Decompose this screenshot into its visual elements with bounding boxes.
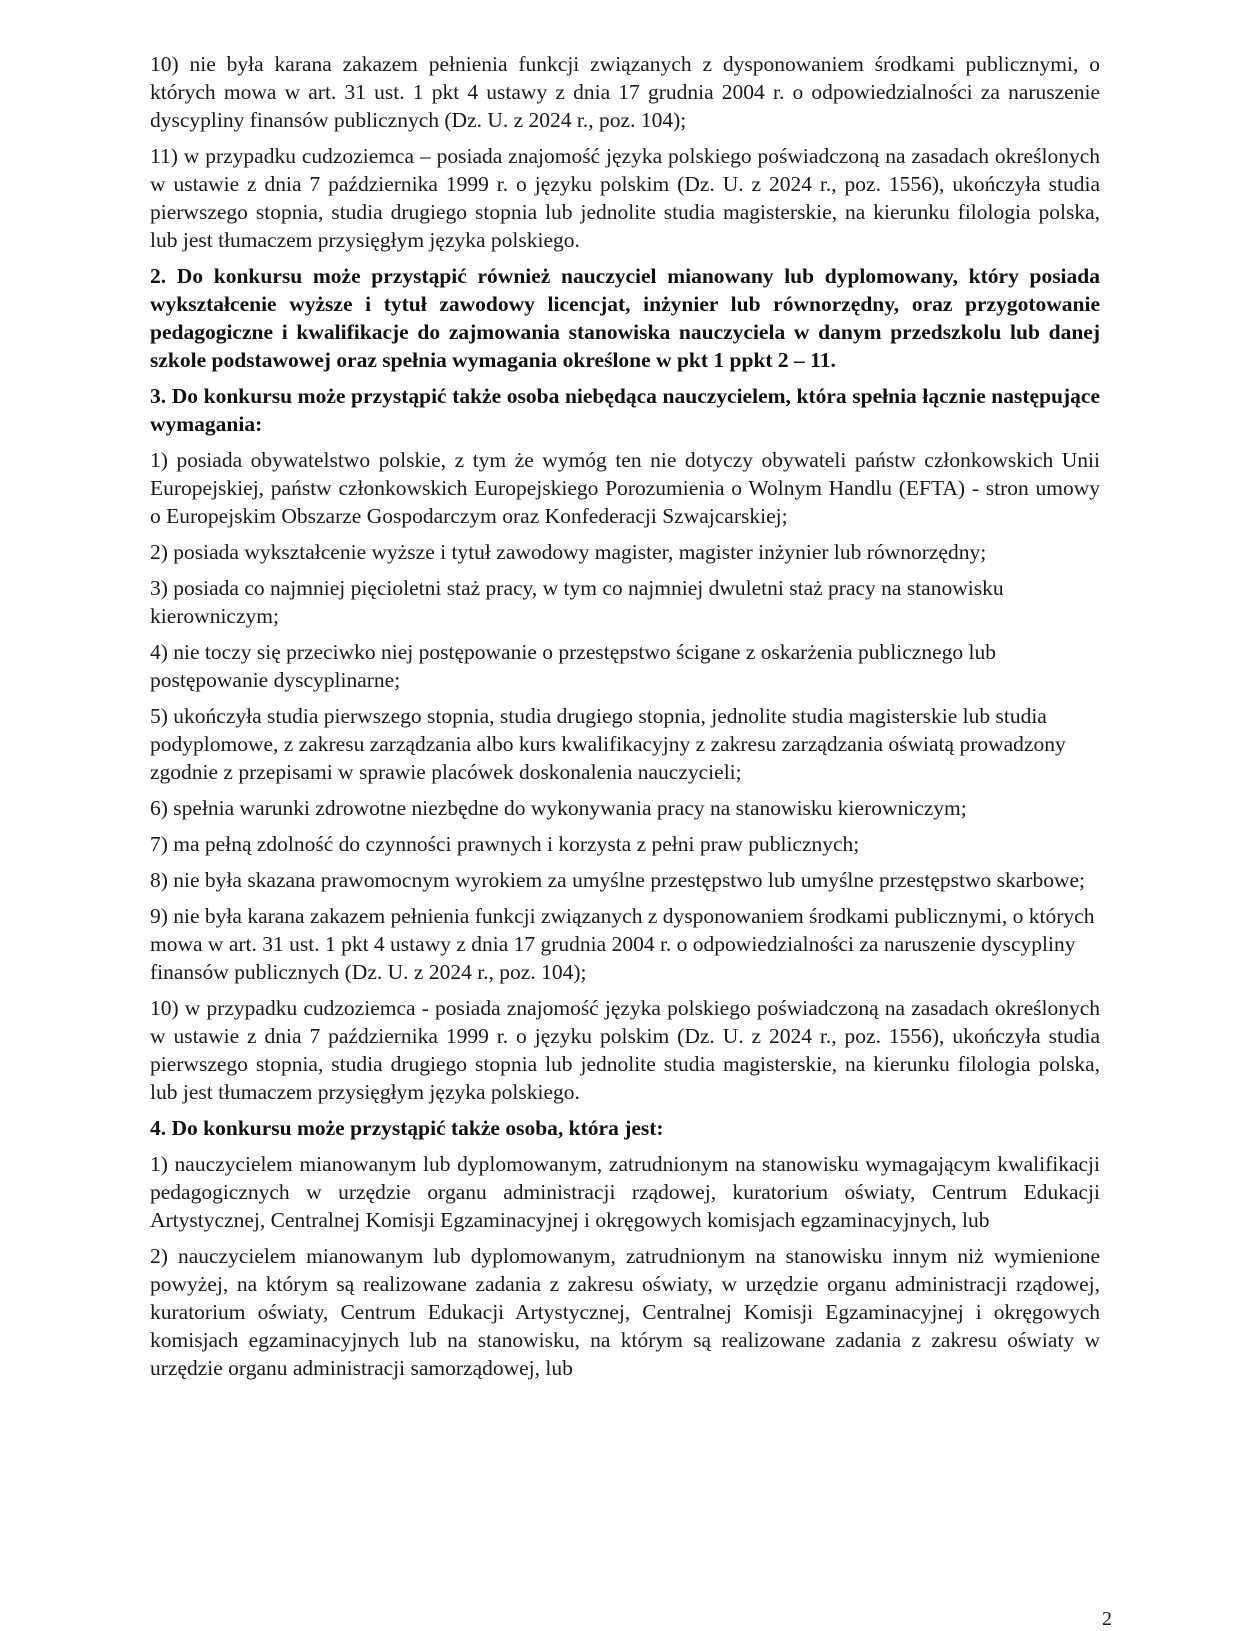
paragraph-1-11: 11) w przypadku cudzoziemca – posiada znajomość języka polskiego poświadczoną na zasadach określonych w ustawie z dnia 7 października 1999 r. o języku polskim (Dz. U. z 2024 r., poz. 1556), ukończyła studia pierwszego stopnia, studia drugiego stopnia lub jednolite studia magisterskie, na kierunku filologia polska, lub jest tłumaczem przysięgłym języka polskiego. <box>150 144 1100 252</box>
paragraph-3-6: 6) spełnia warunki zdrowotne niezbędne do wykonywania pracy na stanowisku kierowniczym; <box>150 796 967 820</box>
section-3-heading: 3. Do konkursu może przystąpić także osoba niebędąca nauczycielem, która spełnia łącznie następujące wymagania: <box>150 384 1100 436</box>
paragraph-3-7: 7) ma pełną zdolność do czynności prawnych i korzysta z pełni praw publicznych; <box>150 832 860 856</box>
section-2: 2. Do konkursu może przystąpić również nauczyciel mianowany lub dyplomowany, który posiada wykształcenie wyższe i tytuł zawodowy licencjat, inżynier lub równorzędny, oraz przygotowanie pedagogiczne i kwalifikacje do zajmowania stanowiska nauczyciela w danym przedszkolu lub danej szkole podstawowej oraz spełnia wymagania określone w pkt 1 ppkt 2 – 11. <box>150 264 1100 372</box>
paragraph-3-1: 1) posiada obywatelstwo polskie, z tym że wymóg ten nie dotyczy obywateli państw członkowskich Unii Europejskiej, państw członkowskich Europejskiego Porozumienia o Wolnym Handlu (EFTA) - stron umowy o Europejskim Obszarze Gospodarczym oraz Konfederacji Szwajcarskiej; <box>150 448 1100 528</box>
section-4-heading: 4. Do konkursu może przystąpić także osoba, która jest: <box>150 1116 664 1140</box>
paragraph-4-1: 1) nauczycielem mianowanym lub dyplomowanym, zatrudnionym na stanowisku wymagającym kwalifikacji pedagogicznych w urzędzie organu administracji rządowej, kuratorium oświaty, Centrum Edukacji Artystycznej, Centralnej Komisji Egzaminacyjnej i okręgowych komisjach egzaminacyjnych, lub <box>150 1152 1100 1232</box>
paragraph-3-4: 4) nie toczy się przeciwko niej postępowanie o przestępstwo ścigane z oskarżenia publicznego lub postępowanie dyscyplinarne; <box>150 640 996 692</box>
paragraph-3-2: 2) posiada wykształcenie wyższe i tytuł zawodowy magister, magister inżynier lub równorzędny; <box>150 540 987 564</box>
document-page <box>150 50 1100 1390</box>
paragraph-1-10: 10) nie była karana zakazem pełnienia funkcji związanych z dysponowaniem środkami publicznymi, o których mowa w art. 31 ust. 1 pkt 4 ustawy z dnia 17 grudnia 2004 r. o odpowiedzialności za naruszenie dyscypliny finansów publicznych (Dz. U. z 2024 r., poz. 104); <box>150 52 1100 132</box>
paragraph-3-5: 5) ukończyła studia pierwszego stopnia, studia drugiego stopnia, jednolite studia magisterskie lub studia podyplomowe, z zakresu zarządzania albo kurs kwalifikacyjny z zakresu zarządzania oświatą prowadzony zgodnie z przepisami w sprawie placówek doskonalenia nauczycieli; <box>150 704 1066 784</box>
paragraph-4-2: 2) nauczycielem mianowanym lub dyplomowanym, zatrudnionym na stanowisku innym niż wymienione powyżej, na którym są realizowane zadania z zakresu oświaty, w urzędzie organu administracji rządowej, kuratorium oświaty, Centrum Edukacji Artystycznej, Centralnej Komisji Egzaminacyjnej i okręgowych komisjach egzaminacyjnych lub na stanowisku, na którym są realizowane zadania z zakresu oświaty w urzędzie organu administracji samorządowej, lub <box>150 1244 1100 1380</box>
paragraph-3-9: 9) nie była karana zakazem pełnienia funkcji związanych z dysponowaniem środkami publicznymi, o których mowa w art. 31 ust. 1 pkt 4 ustawy z dnia 17 grudnia 2004 r. o odpowiedzialności za naruszenie dyscypliny finansów publicznych (Dz. U. z 2024 r., poz. 104); <box>150 904 1095 984</box>
paragraph-3-3: 3) posiada co najmniej pięcioletni staż pracy, w tym co najmniej dwuletni staż pracy na stanowisku kierowniczym; <box>150 576 1004 628</box>
paragraph-3-8: 8) nie była skazana prawomocnym wyrokiem za umyślne przestępstwo lub umyślne przestępstwo skarbowe; <box>150 868 1085 892</box>
paragraph-3-10: 10) w przypadku cudzoziemca - posiada znajomość języka polskiego poświadczoną na zasadach określonych w ustawie z dnia 7 października 1999 r. o języku polskim (Dz. U. z 2024 r., poz. 1556), ukończyła studia pierwszego stopnia, studia drugiego stopnia lub jednolite studia magisterskie, na kierunku filologia polska, lub jest tłumaczem przysięgłym języka polskiego. <box>150 996 1100 1104</box>
page-number: 2 <box>1102 1608 1112 1630</box>
